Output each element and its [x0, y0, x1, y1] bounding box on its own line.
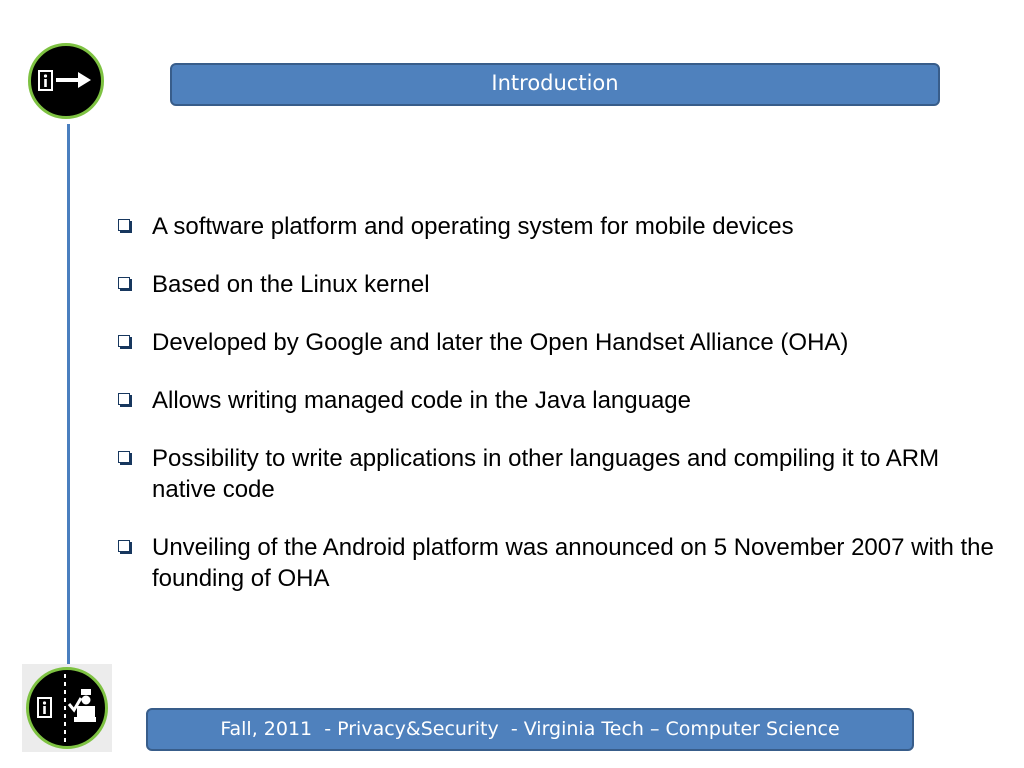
- bullet-text: Based on the Linux kernel: [152, 271, 430, 298]
- bullet-text: Unveiling of the Android platform was announced on 5 November 2007 with the founding of OHA: [152, 534, 994, 592]
- bullet-text: Allows writing managed code in the Java language: [152, 387, 692, 414]
- checkbox-bullet-icon: [118, 335, 130, 347]
- bullet-item: [116, 327, 996, 358]
- checkbox-bullet-icon: [118, 393, 130, 405]
- slide-title: Introduction: [170, 63, 940, 106]
- information-arrow-icon: [28, 43, 104, 119]
- information-officer-icon: [26, 667, 108, 749]
- bullet-text: A software platform and operating system for mobile devices: [152, 213, 794, 240]
- bullet-item: [116, 385, 996, 416]
- checkbox-bullet-icon: [118, 277, 130, 289]
- checkbox-bullet-icon: [118, 540, 130, 552]
- checkbox-bullet-icon: [118, 219, 130, 231]
- bullet-item: [116, 443, 996, 505]
- slide-footer: Fall, 2011 - Privacy&Security - Virginia Tech – Computer Science: [146, 708, 914, 751]
- bullet-text: Developed by Google and later the Open Handset Alliance (OHA): [152, 329, 849, 356]
- bullet-list: [116, 211, 996, 621]
- bullet-item: [116, 532, 996, 594]
- bullet-item: [116, 211, 996, 242]
- bullet-text: Possibility to write applications in other languages and compiling it to ARM native code: [152, 445, 940, 503]
- timeline-rail: [67, 124, 70, 664]
- bullet-item: [116, 269, 996, 300]
- checkbox-bullet-icon: [118, 451, 130, 463]
